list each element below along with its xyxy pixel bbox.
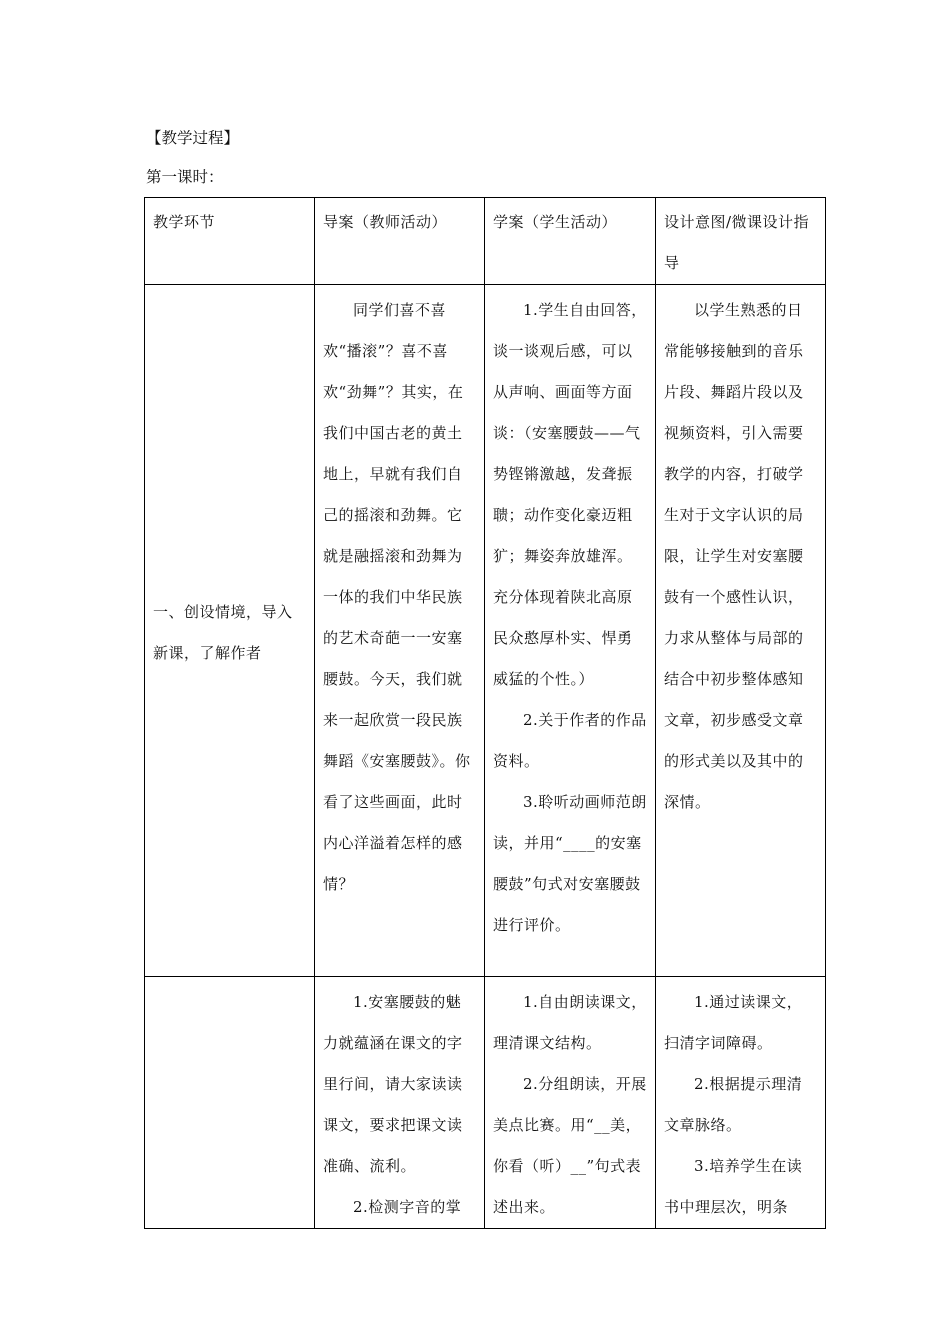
stage-cell <box>145 977 315 1229</box>
student-paragraph: 1.自由朗读课文，理清课文结构。 <box>493 993 647 1052</box>
teacher-paragraph: 2.检测字音的掌 <box>353 1198 462 1216</box>
design-paragraph: 1.通过读课文，扫清字词障碍。 <box>664 993 803 1052</box>
teacher-cell <box>315 285 485 977</box>
stage-cell <box>145 285 315 977</box>
student-paragraph: 2.关于作者的作品资料。 <box>493 711 647 770</box>
student-cell <box>485 285 656 977</box>
student-paragraph: 1.学生自由回答，谈一谈观后感，可以从声响、画面等方面谈：（安塞腰鼓——气势铿锵激越，发聋振聩；动作变化豪迈粗犷；舞姿奔放雄浑。充分体现着陕北高原民众憨厚朴实、悍勇威猛的个性。） <box>493 301 647 688</box>
design-paragraph: 以学生熟悉的日常能够接触到的音乐片段、舞蹈片段以及视频资料，引入需要教学的内容，打破学生对于文字认识的局限，让学生对安塞腰鼓有一个感性认识，力求从整体与局部的结合中初步整体感知文章，初步感受文章的形式美以及其中的深情。 <box>664 301 804 811</box>
session-heading: 第一课时： <box>146 168 224 186</box>
section-heading: 【教学过程】 <box>146 129 240 147</box>
header-design: 设计意图/微课设计指导 <box>656 198 826 285</box>
student-paragraph: 2.分组朗读，开展 美点比赛。用“__美，你看（听）__”句式表述出来。 <box>493 1075 647 1216</box>
header-stage: 教学环节 <box>145 198 315 285</box>
design-cell <box>656 285 826 977</box>
table-row <box>145 285 826 977</box>
table-row <box>145 977 826 1229</box>
table-header-row <box>145 198 826 285</box>
student-paragraph: 3.聆听动画师范朗读，并用“____的安塞腰鼓”句式对安塞腰鼓进行评价。 <box>493 793 647 934</box>
design-cell <box>656 977 826 1229</box>
teacher-paragraph: 同学们喜不喜欢“播滚”？喜不喜欢“劲舞”？其实，在我们中国古老的黄土地上，早就有我们自己的摇滚和劲舞。它就是融摇滚和劲舞为一体的我们中华民族的艺术奇葩一一安塞腰鼓。今天，我们就来一起欣赏一段民族舞蹈《安塞腰鼓》。你看了这些画面，此时内心洋溢着怎样的感情？ <box>323 301 471 893</box>
design-paragraph: 3.培养学生在读书中理层次，明条 <box>664 1157 803 1216</box>
design-paragraph: 2.根据提示理清文章脉络。 <box>664 1075 803 1134</box>
teacher-cell <box>315 977 485 1229</box>
stage-text: 一、创设情境，导入新课，了解作者 <box>153 603 293 662</box>
teacher-paragraph: 1.安塞腰鼓的魅力就蕴涵在课文的字里行间，请大家读读课文，要求把课文读准确、流利。 <box>323 993 463 1175</box>
header-teacher: 导案（教师活动） <box>315 198 485 285</box>
header-student: 学案（学生活动） <box>485 198 656 285</box>
lesson-table <box>144 197 826 1229</box>
student-cell <box>485 977 656 1229</box>
